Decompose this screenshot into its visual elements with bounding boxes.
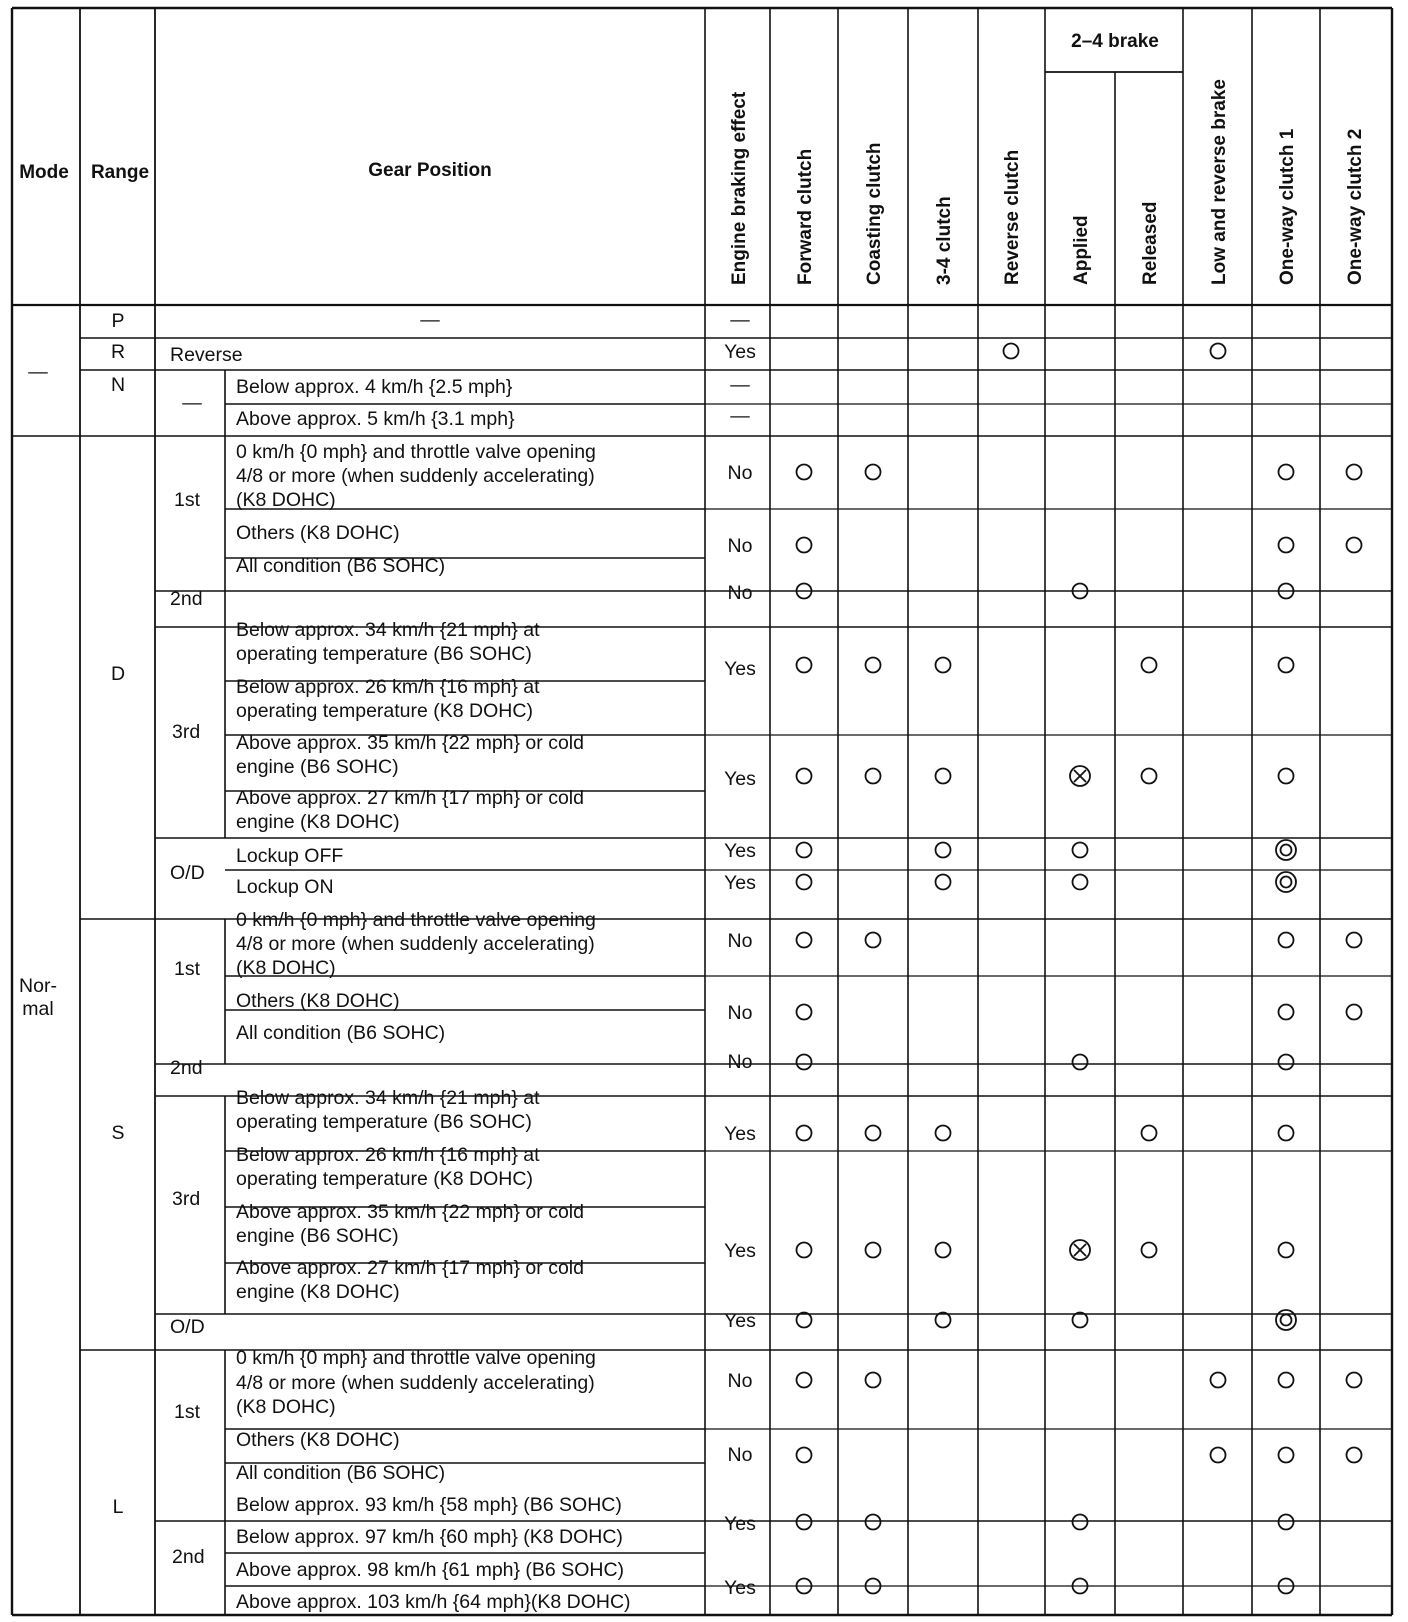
cond-l2-above98: Above approx. 98 km/h {61 mph} (B6 SOHC) bbox=[236, 1559, 625, 1581]
cond-l1-all: All condition (B6 SOHC) bbox=[236, 1462, 446, 1484]
operating-circle-icon bbox=[866, 933, 881, 948]
operating-circle-icon bbox=[1279, 538, 1294, 553]
range-r: R bbox=[110, 341, 126, 363]
eb-d-od1: Yes bbox=[724, 840, 756, 862]
operating-circle-icon bbox=[1279, 1373, 1294, 1388]
operating-circle-icon bbox=[797, 658, 812, 673]
cond-s3-above35-l2: engine (B6 SOHC) bbox=[236, 1225, 399, 1247]
cond-d1-others: Others (K8 DOHC) bbox=[236, 522, 400, 544]
eb-d2: No bbox=[727, 582, 753, 604]
column-header-9: One-way clutch 1 bbox=[1277, 128, 1298, 285]
operating-circle-icon bbox=[1142, 1243, 1157, 1258]
operating-circle-icon bbox=[1347, 465, 1362, 480]
cond-s1-others: Others (K8 DOHC) bbox=[236, 990, 400, 1012]
cond-d1-all: All condition (B6 SOHC) bbox=[236, 555, 446, 577]
mode-normal-line1: Nor- bbox=[19, 975, 57, 997]
cond-s1-0kmh-l1: 0 km/h {0 mph} and throttle valve opening bbox=[236, 909, 596, 931]
cond-s1-0kmh-l3: (K8 DOHC) bbox=[236, 957, 336, 979]
operating-circle-icon bbox=[1347, 933, 1362, 948]
mode-labels bbox=[19, 361, 57, 1020]
range-labels bbox=[111, 310, 125, 1518]
operating-circle-icon bbox=[866, 658, 881, 673]
operating-circle-icon bbox=[797, 1448, 812, 1463]
operating-circle-icon bbox=[797, 933, 812, 948]
operating-circle-icon bbox=[797, 1243, 812, 1258]
operating-circle-icon bbox=[1279, 465, 1294, 480]
column-header-6: Applied bbox=[1071, 215, 1092, 285]
gear-d-2nd: 2nd bbox=[170, 588, 203, 610]
operating-circle-icon bbox=[797, 1515, 812, 1530]
operation-symbols bbox=[797, 344, 1362, 1594]
cond-l1-0kmh-l2: 4/8 or more (when suddenly accelerating) bbox=[236, 1372, 595, 1394]
operating-circle-icon bbox=[797, 1373, 812, 1388]
cond-d3-above27-l1: Above approx. 27 km/h {17 mph} or cold bbox=[236, 787, 584, 809]
operating-circle-icon bbox=[1142, 658, 1157, 673]
cond-d3-below34-l2: operating temperature (B6 SOHC) bbox=[236, 643, 532, 665]
operating-circle-icon bbox=[1004, 344, 1019, 359]
cond-d3-above35-l2: engine (B6 SOHC) bbox=[236, 756, 399, 778]
gear-s-1st: 1st bbox=[174, 958, 201, 980]
gear-s-od: O/D bbox=[170, 1316, 205, 1338]
eb-s1a: No bbox=[727, 930, 753, 952]
range-n: N bbox=[110, 374, 126, 396]
cond-d1-0kmh-l1: 0 km/h {0 mph} and throttle valve opening bbox=[236, 441, 596, 463]
operating-circle-icon bbox=[936, 1126, 951, 1141]
operating-circle-icon bbox=[1142, 769, 1157, 784]
eb-n1: — bbox=[730, 374, 750, 396]
header-gear-position: Gear Position bbox=[368, 160, 492, 181]
operating-circle-icon bbox=[1211, 1448, 1226, 1463]
cond-d-lockup-on: Lockup ON bbox=[236, 876, 334, 898]
operating-circle-icon bbox=[1279, 1126, 1294, 1141]
operating-circle-icon bbox=[1279, 1005, 1294, 1020]
eb-d3a: Yes bbox=[724, 658, 756, 680]
cond-d1-0kmh-l3: (K8 DOHC) bbox=[236, 489, 336, 511]
gear-p-dash: — bbox=[420, 309, 440, 331]
operating-circle-icon bbox=[1211, 1373, 1226, 1388]
operating-circle-icon bbox=[866, 465, 881, 480]
eb-s3b: Yes bbox=[724, 1240, 756, 1262]
mode-normal-line2: mal bbox=[22, 998, 54, 1020]
column-header-2: Forward clutch bbox=[795, 148, 816, 285]
column-header-1: Engine braking effect bbox=[729, 91, 750, 285]
operating-circle-icon bbox=[1279, 1448, 1294, 1463]
mode-dash: — bbox=[28, 361, 48, 383]
cond-l2-below97: Below approx. 97 km/h {60 mph} (K8 DOHC) bbox=[236, 1526, 623, 1548]
operating-circle-icon bbox=[797, 769, 812, 784]
column-header-3: Coasting clutch bbox=[864, 142, 885, 285]
cond-d3-above27-l2: engine (K8 DOHC) bbox=[236, 811, 400, 833]
header-range: Range bbox=[90, 162, 150, 183]
operating-circle-icon bbox=[1279, 769, 1294, 784]
cond-l2-above103: Above approx. 103 km/h {64 mph}(K8 DOHC) bbox=[236, 1591, 631, 1613]
operating-circle-icon bbox=[1347, 538, 1362, 553]
table-header bbox=[19, 31, 1366, 285]
cond-d1-0kmh-l2: 4/8 or more (when suddenly accelerating) bbox=[236, 465, 595, 487]
cond-l2-below93: Below approx. 93 km/h {58 mph} (B6 SOHC) bbox=[236, 1494, 622, 1516]
gear-d-od: O/D bbox=[170, 862, 205, 884]
operating-circle-icon bbox=[1073, 1055, 1088, 1070]
eb-l2a: Yes bbox=[724, 1513, 756, 1535]
column-headers bbox=[729, 79, 1366, 285]
cond-d3-above35-l1: Above approx. 35 km/h {22 mph} or cold bbox=[236, 732, 584, 754]
double-circle-inner bbox=[1281, 877, 1292, 888]
eb-s-od: Yes bbox=[724, 1310, 756, 1332]
eb-l1a: No bbox=[727, 1370, 753, 1392]
gear-n-dash: — bbox=[182, 392, 202, 414]
operating-circle-icon bbox=[866, 1515, 881, 1530]
operating-circle-icon bbox=[1211, 344, 1226, 359]
cond-s3-above27-l2: engine (K8 DOHC) bbox=[236, 1281, 400, 1303]
operating-circle-icon bbox=[1279, 1243, 1294, 1258]
eb-s1b: No bbox=[727, 1002, 753, 1024]
operating-circle-icon bbox=[1073, 875, 1088, 890]
operating-circle-icon bbox=[797, 538, 812, 553]
operating-circle-icon bbox=[1279, 658, 1294, 673]
condition-labels bbox=[236, 376, 631, 1613]
operating-circle-icon bbox=[866, 769, 881, 784]
operating-circle-icon bbox=[1347, 1373, 1362, 1388]
eb-l2b: Yes bbox=[724, 1577, 756, 1599]
double-circle-icon bbox=[1276, 1310, 1296, 1330]
cond-d3-below26-l2: operating temperature (K8 DOHC) bbox=[236, 700, 533, 722]
eb-p: — bbox=[730, 309, 750, 331]
operating-circle-icon bbox=[866, 1126, 881, 1141]
engine-braking-values bbox=[724, 309, 756, 1599]
double-circle-icon bbox=[1276, 840, 1296, 860]
operating-circle-icon bbox=[936, 1243, 951, 1258]
eb-r: Yes bbox=[724, 341, 756, 363]
cond-s3-below26-l2: operating temperature (K8 DOHC) bbox=[236, 1168, 533, 1190]
cond-s1-all: All condition (B6 SOHC) bbox=[236, 1022, 446, 1044]
range-d: D bbox=[110, 663, 126, 685]
column-header-5: Reverse clutch bbox=[1002, 149, 1023, 285]
gear-s-2nd: 2nd bbox=[170, 1057, 203, 1079]
gear-d-1st: 1st bbox=[174, 489, 201, 511]
header-mode: Mode bbox=[19, 162, 69, 183]
operating-circle-icon bbox=[797, 875, 812, 890]
operating-circle-icon bbox=[1279, 933, 1294, 948]
cond-s1-0kmh-l2: 4/8 or more (when suddenly accelerating) bbox=[236, 933, 595, 955]
operating-circle-icon bbox=[936, 769, 951, 784]
operating-circle-icon bbox=[866, 1373, 881, 1388]
range-s: S bbox=[111, 1122, 125, 1144]
column-header-4: 3-4 clutch bbox=[934, 196, 955, 285]
eb-s3a: Yes bbox=[724, 1123, 756, 1145]
column-header-10: One-way clutch 2 bbox=[1345, 128, 1366, 285]
cond-s3-below26-l1: Below approx. 26 km/h {16 mph} at bbox=[236, 1144, 540, 1166]
cond-s3-above35-l1: Above approx. 35 km/h {22 mph} or cold bbox=[236, 1201, 584, 1223]
gear-l-1st: 1st bbox=[174, 1401, 201, 1423]
cond-d-lockup-off: Lockup OFF bbox=[236, 845, 344, 867]
column-header-8: Low and reverse brake bbox=[1209, 79, 1230, 285]
double-circle-inner bbox=[1281, 1315, 1292, 1326]
cond-s3-below34-l1: Below approx. 34 km/h {21 mph} at bbox=[236, 1087, 540, 1109]
cond-s3-below34-l2: operating temperature (B6 SOHC) bbox=[236, 1111, 532, 1133]
operating-circle-icon bbox=[797, 465, 812, 480]
operating-circle-icon bbox=[866, 1243, 881, 1258]
range-l: L bbox=[112, 1496, 124, 1518]
gear-s-3rd: 3rd bbox=[172, 1188, 201, 1210]
operating-circle-icon bbox=[797, 1005, 812, 1020]
cond-l1-others: Others (K8 DOHC) bbox=[236, 1429, 400, 1451]
eb-l1b: No bbox=[727, 1444, 753, 1466]
operating-circle-icon bbox=[1347, 1448, 1362, 1463]
gear-d-3rd: 3rd bbox=[172, 721, 201, 743]
operating-circle-icon bbox=[797, 1055, 812, 1070]
table-grid bbox=[12, 8, 1392, 1615]
range-p: P bbox=[111, 310, 125, 332]
operating-circle-icon bbox=[1142, 1126, 1157, 1141]
column-header-7: Released bbox=[1140, 201, 1161, 285]
cond-n-below: Below approx. 4 km/h {2.5 mph} bbox=[236, 376, 513, 398]
eb-s2: No bbox=[727, 1051, 753, 1073]
eb-d3b: Yes bbox=[724, 768, 756, 790]
operating-circle-icon bbox=[1073, 843, 1088, 858]
cond-d3-below26-l1: Below approx. 26 km/h {16 mph} at bbox=[236, 676, 540, 698]
operating-circle-icon bbox=[936, 658, 951, 673]
double-circle-icon bbox=[1276, 872, 1296, 892]
operating-circle-icon bbox=[1279, 1055, 1294, 1070]
operating-circle-icon bbox=[936, 843, 951, 858]
cond-l1-0kmh-l3: (K8 DOHC) bbox=[236, 1396, 336, 1418]
cond-d3-below34-l1: Below approx. 34 km/h {21 mph} at bbox=[236, 619, 540, 641]
gear-l-2nd: 2nd bbox=[172, 1546, 205, 1568]
cond-l1-0kmh-l1: 0 km/h {0 mph} and throttle valve opening bbox=[236, 1347, 596, 1369]
header-2-4-brake: 2–4 brake bbox=[1071, 31, 1159, 52]
operating-circle-icon bbox=[1347, 1005, 1362, 1020]
operating-circle-icon bbox=[1073, 1515, 1088, 1530]
eb-n2: — bbox=[730, 405, 750, 427]
eb-d-od2: Yes bbox=[724, 872, 756, 894]
eb-d1a: No bbox=[727, 462, 753, 484]
cond-n-above: Above approx. 5 km/h {3.1 mph} bbox=[236, 408, 515, 430]
cond-s3-above27-l1: Above approx. 27 km/h {17 mph} or cold bbox=[236, 1257, 584, 1279]
eb-d1b: No bbox=[727, 535, 753, 557]
gear-reverse: Reverse bbox=[170, 344, 243, 366]
operating-circle-icon bbox=[797, 843, 812, 858]
operating-circle-icon bbox=[936, 875, 951, 890]
operating-circle-icon bbox=[797, 1126, 812, 1141]
operating-circle-icon bbox=[1279, 1515, 1294, 1530]
double-circle-inner bbox=[1281, 845, 1292, 856]
